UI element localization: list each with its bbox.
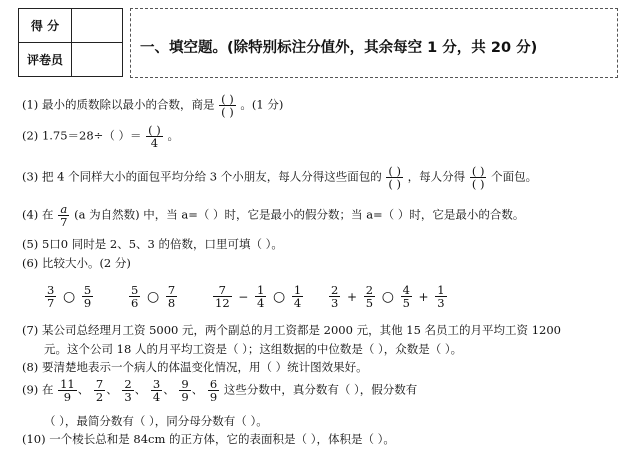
q6-3-b-den: 4 bbox=[293, 296, 302, 311]
q9-frac-5-num: 9 bbox=[181, 377, 189, 391]
score-table bbox=[18, 8, 123, 77]
question-5 bbox=[22, 236, 283, 252]
q9-frac-3-den: 3 bbox=[124, 390, 132, 405]
q9-frac-5-den: 9 bbox=[181, 390, 189, 405]
q2-answer-fraction bbox=[146, 124, 163, 149]
q6-2-a-den: 6 bbox=[131, 296, 139, 311]
question-6 bbox=[22, 255, 131, 271]
q2-denominator: 4 bbox=[150, 136, 159, 151]
question-8: (8) 要清楚地表示一个病人的体温变化情况，用（ ）统计图效果好。 bbox=[22, 360, 368, 374]
q6-4-a2-num: 2 bbox=[365, 283, 374, 297]
grader-blank bbox=[72, 43, 123, 77]
q9-frac-2-num: 7 bbox=[95, 377, 104, 391]
q6-3-compare-circle: ○ bbox=[273, 288, 286, 305]
q6-compare-item-3 bbox=[212, 284, 304, 309]
q6-compare-item-2 bbox=[128, 284, 178, 309]
q9-frac-4-den: 4 bbox=[152, 390, 161, 405]
q1-blank-denominator: ( ) bbox=[221, 105, 234, 120]
q6-4-b2-num: 1 bbox=[437, 283, 445, 297]
q6-4-operator-a: + bbox=[346, 289, 358, 304]
q6-3-a2-num: 1 bbox=[257, 283, 265, 297]
q1-answer-fraction bbox=[219, 93, 236, 118]
q6-2-b-num: 7 bbox=[167, 283, 176, 297]
q9-frac-1-den: 9 bbox=[63, 390, 72, 405]
question-2 bbox=[22, 124, 179, 149]
q6-3-a-den: 12 bbox=[215, 296, 230, 311]
q6-4-operator-b: + bbox=[418, 289, 429, 304]
q6-compare-item-4 bbox=[328, 284, 448, 309]
score-label: 得 分 bbox=[19, 9, 72, 43]
question-9 bbox=[22, 378, 417, 403]
q4-fraction bbox=[58, 203, 69, 228]
q6-2-b-den: 8 bbox=[167, 296, 176, 311]
q9-sep-2: 、 bbox=[106, 382, 118, 397]
question-1 bbox=[22, 93, 283, 118]
q6-1-b-den: 9 bbox=[83, 296, 92, 311]
q6-3-operator: − bbox=[238, 289, 249, 304]
q3-text: (3) 把 4 个同样大小的面包平均分给 3 个小朋友，每人分得这些面包的 bbox=[22, 169, 382, 184]
q3-mid: ，每人分得 bbox=[407, 169, 466, 184]
q3-blank-numerator-1: ( ) bbox=[388, 164, 401, 178]
q6-4-compare-circle: ○ bbox=[381, 288, 394, 305]
q6-4-b-num: 4 bbox=[402, 283, 410, 297]
q4-frac-denominator: 7 bbox=[60, 215, 68, 230]
q3-answer-fraction-1 bbox=[386, 165, 403, 190]
q3-blank-denominator-2: ( ) bbox=[471, 177, 485, 192]
q9-sep-5: 、 bbox=[191, 382, 204, 397]
q6-4-a-den: 3 bbox=[331, 296, 339, 311]
question-4 bbox=[22, 203, 524, 228]
q9-prefix: (9) 在 bbox=[22, 382, 54, 397]
q1-tail: 。(1 分) bbox=[240, 97, 284, 112]
question-9-line-2: （ ），最简分数有（ ），同分母分数有（ ）。 bbox=[44, 414, 268, 428]
q6-1-a-num: 3 bbox=[47, 283, 55, 297]
q9-sep-3: 、 bbox=[134, 382, 147, 397]
q3-blank-numerator-2: ( ) bbox=[471, 164, 485, 178]
q4-prefix: (4) 在 bbox=[22, 207, 54, 222]
q6-3-b-num: 1 bbox=[293, 283, 302, 297]
q9-sep-4: 、 bbox=[163, 382, 175, 397]
score-blank bbox=[72, 9, 123, 43]
q9-text: 这些分数中，真分数有（ ），假分数有 bbox=[223, 382, 418, 397]
section-title: 一、填空题。(除特别标注分值外，其余每空 1 分，共 20 分) bbox=[140, 40, 538, 56]
q9-frac-6-den: 9 bbox=[209, 390, 218, 405]
q6-1-compare-circle: ○ bbox=[62, 288, 76, 305]
q6-compare-item-1 bbox=[44, 284, 94, 309]
q5-text: (5) 5口0 同时是 2、5、3 的倍数，口里可填（ ）。 bbox=[22, 237, 283, 251]
q6-text: (6) 比较大小。(2 分) bbox=[22, 256, 131, 270]
question-7-line-2: 元。这个公司 18 人的月平均工资是（ ）；这组数据的中位数是（ ），众数是（ ）。 bbox=[44, 342, 463, 356]
q6-3-a2-den: 4 bbox=[257, 296, 265, 311]
q6-3-a-num: 7 bbox=[213, 284, 232, 297]
q3-answer-fraction-2 bbox=[470, 165, 487, 190]
question-7-line-1: (7) 某公司总经理月工资 5000 元，两个副总的月工资都是 2000 元，其他 15 名员工的月平均工资 1200 bbox=[22, 323, 561, 337]
q6-1-a-den: 7 bbox=[47, 296, 55, 311]
grader-label: 评卷员 bbox=[19, 43, 72, 77]
q6-4-a2-den: 5 bbox=[365, 296, 374, 311]
q9-frac-6-num: 6 bbox=[209, 377, 218, 391]
q1-text: (1) 最小的质数除以最小的合数，商是 bbox=[22, 97, 215, 112]
q2-blank-numerator: ( ) bbox=[148, 123, 161, 137]
q2-text: (2) 1.75＝28÷（ ）＝ bbox=[22, 128, 142, 143]
q2-tail: 。 bbox=[167, 128, 179, 143]
q3-blank-denominator-1: ( ) bbox=[388, 177, 401, 192]
q6-4-a-num: 2 bbox=[331, 283, 339, 297]
q9-frac-2-den: 2 bbox=[95, 390, 104, 405]
question-10: (10) 一个棱长总和是 84cm 的正方体，它的表面积是（ ），体积是（ ）。 bbox=[22, 432, 395, 446]
q3-tail: 个面包。 bbox=[491, 169, 538, 184]
q1-blank-numerator: ( ) bbox=[221, 92, 234, 106]
q4-frac-numerator: a bbox=[58, 203, 69, 216]
q9-frac-3-num: 2 bbox=[124, 377, 132, 391]
q9-sep-1: 、 bbox=[77, 382, 90, 397]
q9-frac-1-num: 11 bbox=[60, 377, 75, 391]
q4-text: (a 为自然数) 中，当 a=（ ）时，它是最小的假分数；当 a=（ ）时，它是最小的合数。 bbox=[74, 207, 525, 222]
q6-4-b2-den: 3 bbox=[437, 296, 445, 311]
q6-1-b-num: 5 bbox=[83, 283, 92, 297]
q6-2-a-num: 5 bbox=[131, 283, 139, 297]
q6-2-compare-circle: ○ bbox=[146, 288, 160, 305]
q9-frac-4-num: 3 bbox=[152, 377, 161, 391]
question-3 bbox=[22, 165, 537, 190]
q6-4-b-den: 5 bbox=[402, 296, 410, 311]
